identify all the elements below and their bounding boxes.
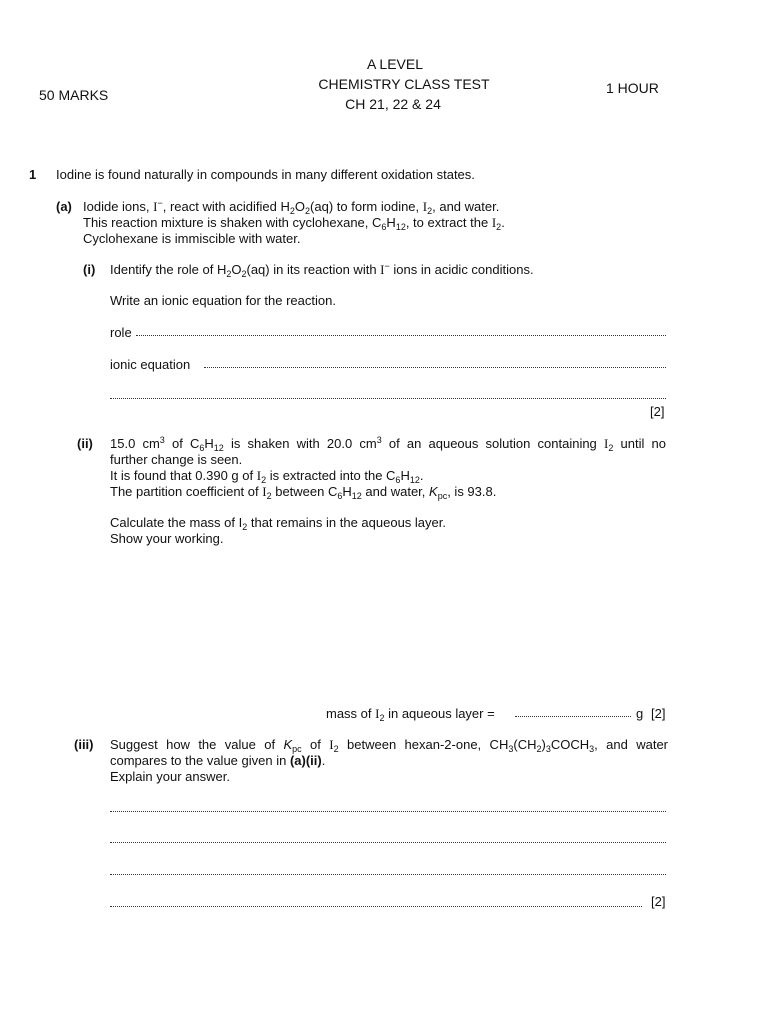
part-a-line-2: This reaction mixture is shaken with cyclohexane, $C_6H_{12}$, to extract the $I_2$. <box>83 215 505 232</box>
role-label: role <box>110 325 132 340</box>
total-marks: 50 MARKS <box>39 87 109 103</box>
part-iii-line-2: compares to the value given in (a)(ii). <box>110 753 326 768</box>
part-ii-label: (ii) <box>77 436 93 451</box>
part-iii-explain: Explain your answer. <box>110 769 230 784</box>
mass-answer-unit: g <box>636 706 644 721</box>
part-i-marks: [2] <box>650 404 665 419</box>
chapters-heading: CH 21, 22 & 24 <box>345 96 441 112</box>
part-i-question: Identify the role of $H_2O_2(aq)$ in its reaction with I− ions in acidic conditions. <box>110 261 534 279</box>
duration: 1 HOUR <box>606 80 659 96</box>
part-iii-answer-line-2[interactable] <box>110 842 666 843</box>
part-ii-line-2: further change is seen. <box>110 452 243 467</box>
question-number: 1 <box>29 167 37 182</box>
part-ii-show-working: Show your working. <box>110 531 224 546</box>
part-iii-line-1: Suggest how the value of $K_{pc}$ of $I_2$ between hexan-2-one, $CH_3(CH_2)_3COCH_3$, and water <box>110 737 668 754</box>
level-heading: A LEVEL <box>366 56 424 72</box>
part-ii-line-4: The partition coefficient of $I_2$ between $C_6H_{12}$ and water, $K_{pc}$, is 93.8. <box>110 484 497 501</box>
part-i-write: Write an ionic equation for the reaction. <box>110 293 336 308</box>
question-intro: Iodine is found naturally in compounds in many different oxidation states. <box>56 167 475 182</box>
ionic-equation-answer-line[interactable] <box>204 367 666 368</box>
part-ii-marks: [2] <box>651 706 666 721</box>
part-iii-answer-line-1[interactable] <box>110 811 666 812</box>
part-iii-answer-line-3[interactable] <box>110 874 666 875</box>
ionic-equation-label: ionic equation <box>110 357 191 372</box>
role-answer-line[interactable] <box>136 335 666 336</box>
part-i-label: (i) <box>83 262 96 277</box>
part-ii-line-3: It is found that 0.390 g of $I_2$ is extracted into the $C_6H_{12}$. <box>110 468 424 485</box>
ionic-equation-answer-line-2[interactable] <box>110 398 666 399</box>
part-a-line-1: Iodide ions, I−, react with acidified $H_2O_2(aq)$ to form iodine, $I_2$, and water. <box>83 198 500 216</box>
part-a-line-3: Cyclohexane is immiscible with water. <box>83 231 301 246</box>
part-ii-line-1: 15.0 $cm^3$ of $C_6H_{12}$ is shaken with 20.0 $cm^3$ of an aqueous solution containing $I_2$ until no <box>110 435 666 453</box>
mass-answer-label: mass of $I_2$ in aqueous layer = <box>326 706 495 723</box>
part-iii-label: (iii) <box>74 737 94 752</box>
test-title: CHEMISTRY CLASS TEST <box>318 76 490 92</box>
mass-answer-line[interactable] <box>515 716 631 717</box>
part-iii-marks: [2] <box>651 894 666 909</box>
part-ii-calculate: Calculate the mass of $I_2$ that remains in the aqueous layer. <box>110 515 446 532</box>
part-iii-answer-line-4[interactable] <box>110 906 642 907</box>
part-a-label: (a) <box>56 199 72 214</box>
